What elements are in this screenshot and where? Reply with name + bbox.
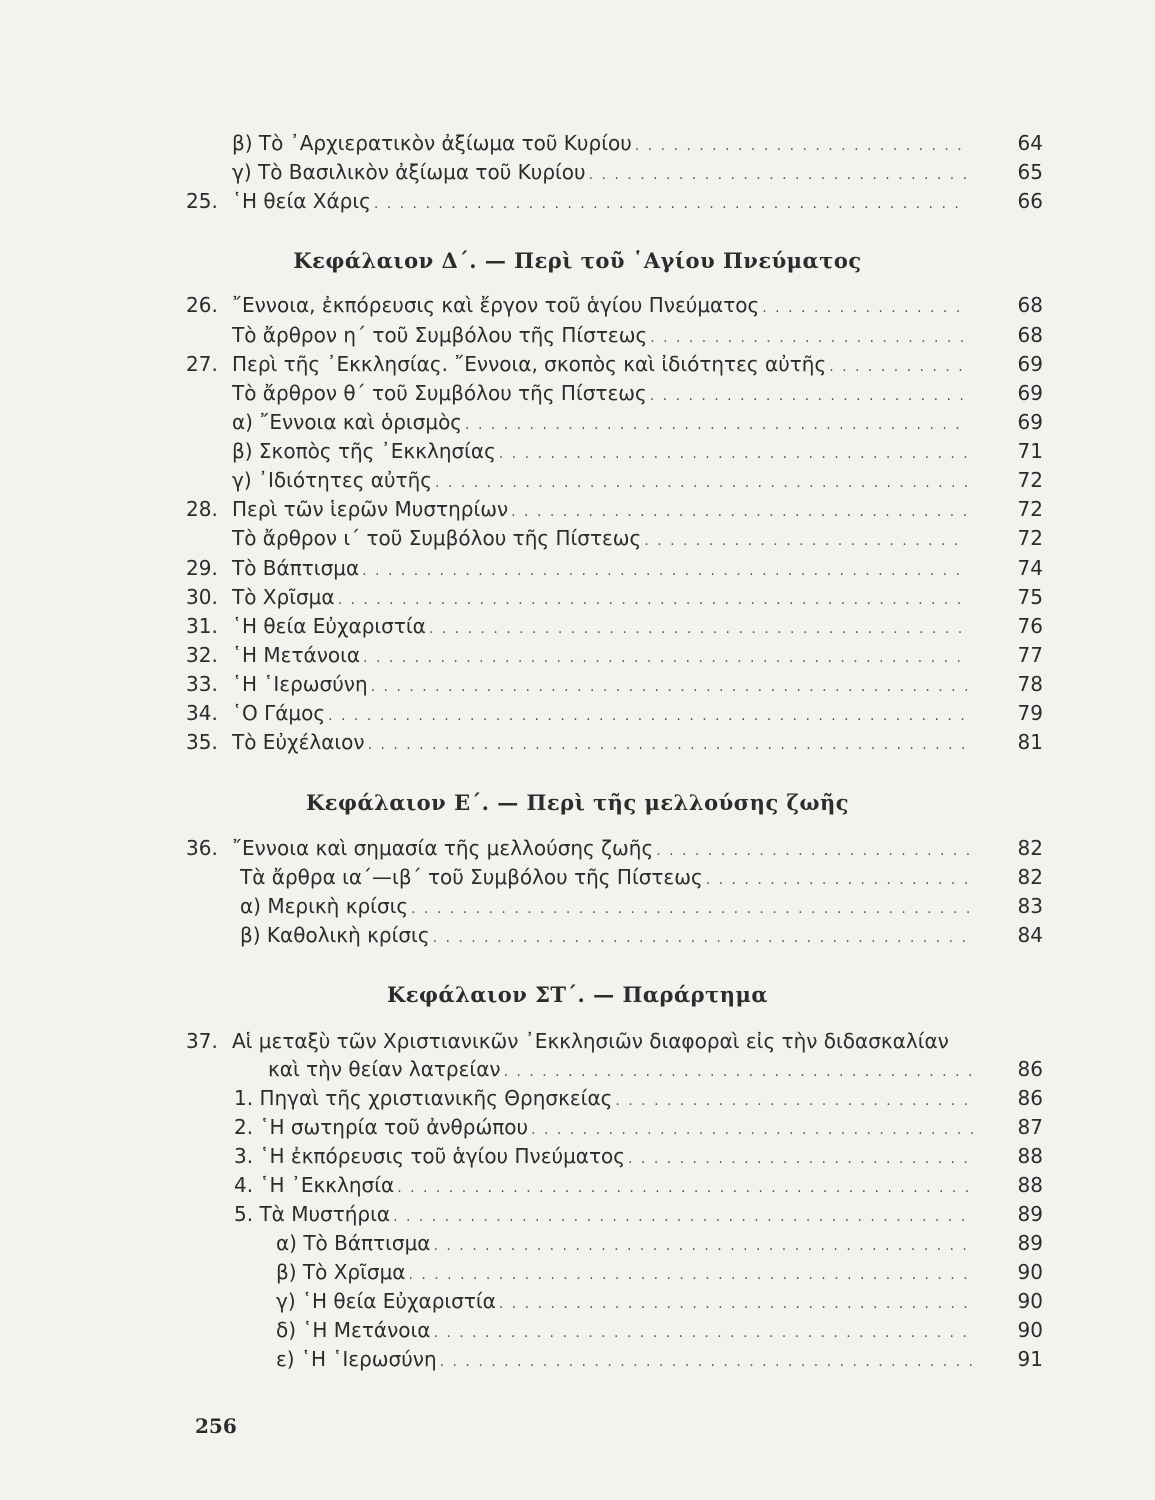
entry-number: 28.: [186, 497, 218, 521]
toc-entry: [0, 186, 1155, 216]
entry-text: Τὸ Χρῖσμα: [232, 585, 335, 609]
entry-text: Περὶ τῆς ᾿Εκκλησίας. ῎Εννοια, σκοπὸς καὶ ἰδιότητες αὐτῆς: [232, 352, 827, 376]
toc-entry: [0, 1026, 1155, 1056]
entry-text: καὶ τὴν θείαν λατρείαν: [268, 1057, 501, 1081]
entry-page: 86: [1017, 1086, 1043, 1110]
entry-number: 35.: [186, 730, 218, 754]
toc-entry: [0, 494, 1155, 524]
entry-text: Τὸ ἄρθρον θ΄ τοῦ Συμβόλου τῆς Πίστεως: [232, 381, 647, 405]
leader-dots: [440, 1347, 974, 1377]
entry-page: 72: [1017, 526, 1043, 550]
entry-text: Τὸ Εὐχέλαιον: [232, 730, 365, 754]
entry-text: Τὰ ἄρθρα ια΄—ιβ΄ τοῦ Συμβόλου τῆς Πίστεως: [240, 865, 703, 889]
toc-entry: [0, 523, 1155, 553]
toc-entry: [0, 1141, 1155, 1171]
leader-dots: [374, 189, 967, 219]
entry-page: 90: [1017, 1318, 1043, 1342]
entry-number: 37.: [186, 1029, 218, 1053]
toc-entry: [0, 582, 1155, 612]
entry-page: 90: [1017, 1260, 1043, 1284]
chapter-heading: Κεφάλαιον ΣΤ΄. — Παράρτημα: [386, 982, 769, 1007]
entry-number: 31.: [186, 614, 218, 638]
entry-number: 27.: [186, 352, 218, 376]
entry-page: 89: [1017, 1202, 1043, 1226]
entry-page: 79: [1017, 701, 1043, 725]
toc-entry: [0, 1170, 1155, 1200]
entry-page: 72: [1017, 468, 1043, 492]
toc-entry: [0, 727, 1155, 757]
toc-entry: [0, 833, 1155, 863]
toc-entry: [0, 1344, 1155, 1374]
chapter-heading: Κεφάλαιον Ε΄. — Περὶ τῆς μελλούσης ζωῆς: [305, 790, 850, 815]
entry-text: Περὶ τῶν ἱερῶν Μυστηρίων: [232, 497, 509, 521]
toc-entry: [0, 436, 1155, 466]
toc-entry: [0, 320, 1155, 350]
entry-text: Τὸ ἄρθρον ι΄ τοῦ Συμβόλου τῆς Πίστεως: [232, 526, 642, 550]
entry-text: ῾Η θεία Χάρις: [232, 189, 371, 213]
toc-entry: [0, 698, 1155, 728]
entry-text: ῾Η Μετάνοια: [232, 643, 361, 667]
toc-entry: [0, 157, 1155, 187]
entry-text: ῾Ο Γάμος: [232, 701, 326, 725]
entry-page: 66: [1017, 189, 1043, 213]
entry-number: 36.: [186, 836, 218, 860]
entry-text: γ) Τὸ Βασιλικὸν ἀξίωμα τοῦ Κυρίου: [232, 160, 586, 184]
leader-dots: [644, 526, 967, 556]
toc-entry: [0, 1083, 1155, 1113]
entry-text: α) Τὸ Βάπτισμα: [276, 1231, 431, 1255]
entry-page: 71: [1017, 439, 1043, 463]
entry-text: Τὸ Βάπτισμα: [232, 556, 360, 580]
toc-entry: [0, 1112, 1155, 1142]
toc-entry: [0, 891, 1155, 921]
entry-page: 90: [1017, 1289, 1043, 1313]
entry-page: 64: [1017, 131, 1043, 155]
entry-text: 4. ῾Η ᾿Εκκλησία: [234, 1173, 395, 1197]
entry-page: 81: [1017, 730, 1043, 754]
toc-entry: [0, 1257, 1155, 1287]
entry-page: 69: [1017, 381, 1043, 405]
toc-entry: [0, 1315, 1155, 1345]
entry-text: γ) ῾Η θεία Εὐχαριστία: [276, 1289, 496, 1313]
entry-text: 5. Τὰ Μυστήρια: [234, 1202, 391, 1226]
toc-entry: [0, 611, 1155, 641]
entry-text: 1. Πηγαὶ τῆς χριστιανικῆς Θρησκείας: [234, 1086, 613, 1110]
entry-page: 82: [1017, 865, 1043, 889]
toc-entry: [0, 553, 1155, 583]
entry-text: δ) ῾Η Μετάνοια: [276, 1318, 431, 1342]
entry-page: 87: [1017, 1115, 1043, 1139]
toc-entry: [0, 465, 1155, 495]
entry-text: 2. ῾Η σωτηρία τοῦ ἀνθρώπου: [234, 1115, 529, 1139]
entry-page: 68: [1017, 323, 1043, 347]
entry-page: 84: [1017, 923, 1043, 947]
entry-text: β) Καθολικὴ κρίσις: [240, 923, 430, 947]
entry-number: 30.: [186, 585, 218, 609]
toc-entry: [0, 669, 1155, 699]
entry-page: 88: [1017, 1173, 1043, 1197]
leader-dots: [433, 923, 970, 953]
entry-page: 69: [1017, 410, 1043, 434]
entry-page: 86: [1017, 1057, 1043, 1081]
entry-text: β) Τὸ Χρῖσμα: [276, 1260, 406, 1284]
leader-dots: [762, 293, 967, 323]
entry-page: 83: [1017, 894, 1043, 918]
chapter-heading: Κεφάλαιον Δ΄. — Περὶ τοῦ ῾Αγίου Πνεύματος: [293, 248, 862, 273]
toc-entry: [0, 1286, 1155, 1316]
entry-number: 29.: [186, 556, 218, 580]
page-number: 256: [195, 1414, 237, 1438]
toc-entry: [0, 407, 1155, 437]
leader-dots: [368, 730, 967, 760]
entry-number: 33.: [186, 672, 218, 696]
entry-text: 3. ῾Η ἐκπόρευσις τοῦ ἁγίου Πνεύματος: [234, 1144, 626, 1168]
entry-page: 65: [1017, 160, 1043, 184]
toc-entry: [0, 1199, 1155, 1229]
entry-text: α) ῎Εννοια καὶ ὁρισμὸς: [232, 410, 463, 434]
toc-entry: [0, 349, 1155, 379]
entry-number: 26.: [186, 293, 218, 317]
toc-entry: [0, 920, 1155, 950]
entry-number: 25.: [186, 189, 218, 213]
entry-text: α) Μερικὴ κρίσις: [240, 894, 409, 918]
entry-page: 68: [1017, 293, 1043, 317]
toc-entry: [0, 862, 1155, 892]
entry-page: 89: [1017, 1231, 1043, 1255]
entry-page: 76: [1017, 614, 1043, 638]
toc-entry: [0, 290, 1155, 320]
entry-page: 91: [1017, 1347, 1043, 1371]
entry-text: β) Σκοπὸς τῆς ᾿Εκκλησίας: [232, 439, 496, 463]
entry-number: 32.: [186, 643, 218, 667]
entry-page: 82: [1017, 836, 1043, 860]
entry-page: 75: [1017, 585, 1043, 609]
entry-text: ῎Εννοια, ἐκπόρευσις καὶ ἔργον τοῦ ἁγίου Πνεύματος: [232, 293, 760, 317]
toc-entry: [0, 378, 1155, 408]
toc-entry: [0, 1054, 1155, 1084]
entry-page: 77: [1017, 643, 1043, 667]
entry-page: 69: [1017, 352, 1043, 376]
entry-text: ῾Η θεία Εὐχαριστία: [232, 614, 426, 638]
entry-text: ῎Εννοια καὶ σημασία τῆς μελλούσης ζωῆς: [232, 836, 654, 860]
toc-entry: [0, 128, 1155, 158]
entry-page: 78: [1017, 672, 1043, 696]
entry-page: 72: [1017, 497, 1043, 521]
entry-number: 34.: [186, 701, 218, 725]
entry-text: ε) ῾Η ῾Ιερωσύνη: [276, 1347, 437, 1371]
entry-text: β) Τὸ ᾿Αρχιερατικὸν ἀξίωμα τοῦ Κυρίου: [232, 131, 632, 155]
entry-page: 74: [1017, 556, 1043, 580]
entry-text: ῾Η ῾Ιερωσύνη: [232, 672, 368, 696]
entry-text: Τὸ ἄρθρον η΄ τοῦ Συμβόλου τῆς Πίστεως: [232, 323, 648, 347]
entry-text: γ) ᾿Ιδιότητες αὐτῆς: [232, 468, 433, 492]
toc-entry: [0, 640, 1155, 670]
entry-text: Αἱ μεταξὺ τῶν Χριστιανικῶν ᾿Εκκλησιῶν διαφοραὶ εἰς τὴν διδασκαλίαν: [232, 1029, 949, 1053]
toc-entry: [0, 1228, 1155, 1258]
entry-page: 88: [1017, 1144, 1043, 1168]
